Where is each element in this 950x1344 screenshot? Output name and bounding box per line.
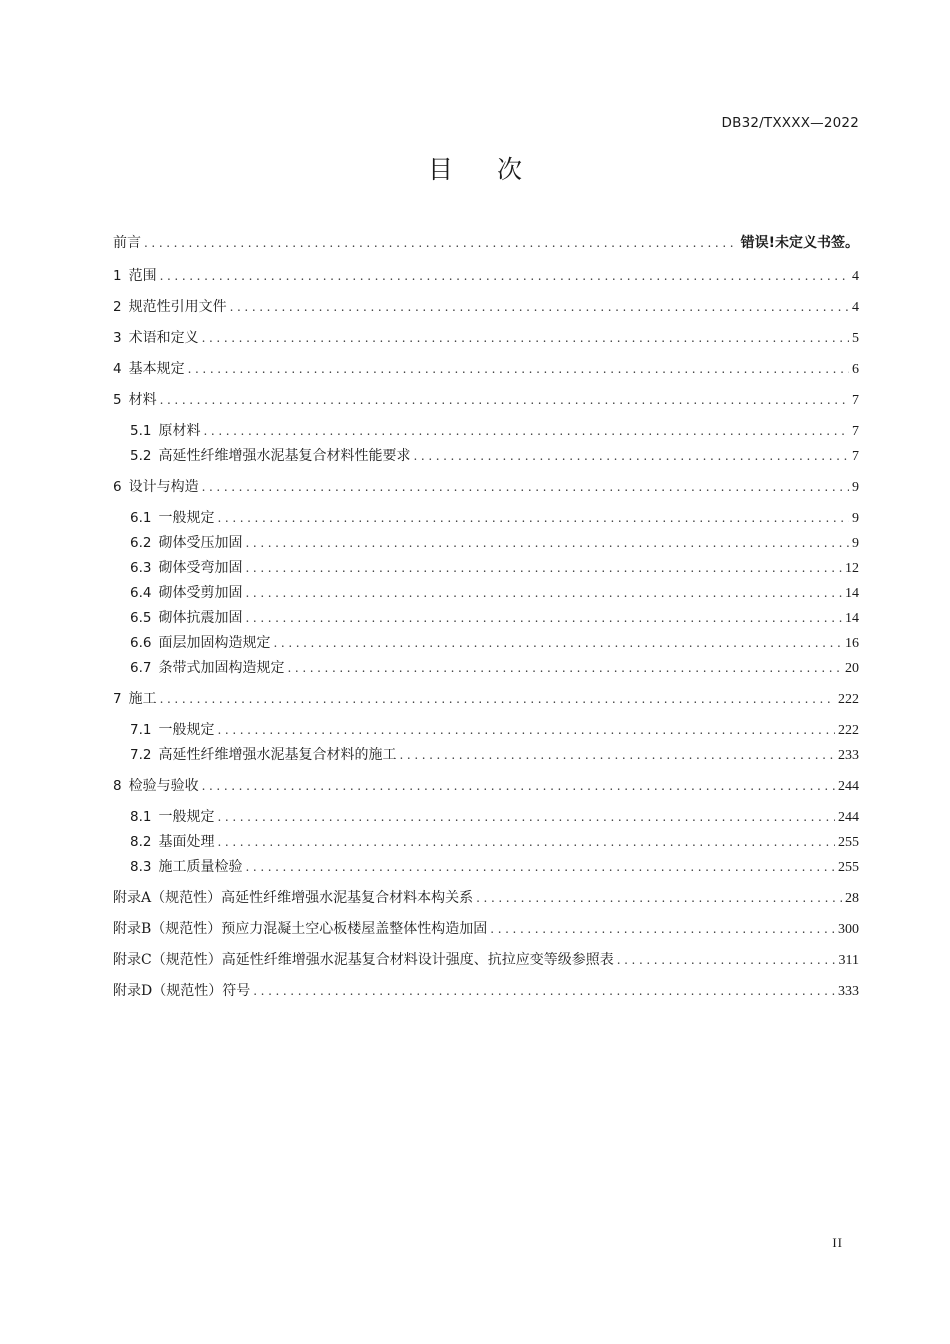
toc-entry-number: 7.1 [130,722,152,738]
toc-page-number: 255 [838,860,859,875]
toc-entry-appendix-a[interactable] [113,888,859,908]
toc-entry[interactable] [113,266,859,286]
toc-page-number: 4 [852,300,859,315]
toc-page-number: 300 [838,922,859,937]
toc-entry-number: 6.7 [130,660,152,676]
toc-leader [476,888,842,908]
toc-entry-title: 材料 [128,392,157,408]
toc-page-number: 9 [852,511,859,526]
toc-entry-title: 基本规定 [128,361,185,377]
toc-entry-title: 附录D（规范性）符号 [113,983,251,999]
toc-entry[interactable] [130,583,859,603]
toc-entry-title: 原材料 [158,423,201,439]
toc-entry-number: 5.2 [130,448,152,464]
toc-entry-title: 施工质量检验 [158,859,243,875]
toc-entry[interactable] [130,608,859,628]
toc-entry-title: 砌体受压加固 [158,535,243,551]
toc-entry-title: 高延性纤维增强水泥基复合材料的施工 [158,747,397,763]
toc-entry[interactable] [130,558,859,578]
toc-page-number: 9 [852,480,859,495]
toc-entry-title: 术语和定义 [128,330,199,346]
toc-entry[interactable] [130,857,859,877]
toc-entry[interactable] [113,328,859,348]
toc-page-number: 4 [852,269,859,284]
toc-leader [202,477,849,497]
toc-leader [144,233,738,253]
toc-leader [202,776,835,796]
toc-page-number: 222 [838,723,859,738]
toc-entry[interactable] [130,421,859,441]
toc-entry[interactable] [130,720,859,740]
page-number-footer: II [832,1235,843,1250]
toc-entry-appendix-b[interactable] [113,919,859,939]
toc-leader [245,533,849,553]
toc-entry-title: 高延性纤维增强水泥基复合材料性能要求 [158,448,411,464]
toc-leader [490,919,835,939]
toc-entry-number: 5 [113,392,122,408]
toc-entry-title: 范围 [128,268,157,284]
toc-entry[interactable] [130,745,859,765]
toc-entry-title: 前言 [113,235,141,251]
title-char-2: 次 [497,155,523,184]
toc-entry[interactable] [113,390,859,410]
toc-entry[interactable] [113,359,859,379]
toc-entry-title: 一般规定 [158,510,215,526]
toc-page-number: 7 [852,393,859,408]
toc-page-number: 244 [838,810,859,825]
toc-entry-number: 8.3 [130,859,152,875]
toc-entry-title: 施工 [128,691,157,707]
toc-entry-title: 条带式加固构造规定 [158,660,285,676]
toc-entry-title: 一般规定 [158,722,215,738]
toc-entry-title: 基面处理 [158,834,215,850]
toc-entry-title: 砌体受剪加固 [158,585,243,601]
toc-leader [217,807,835,827]
toc-entry-title: 规范性引用文件 [128,299,227,315]
toc-leader [245,608,842,628]
toc-leader [217,832,835,852]
toc-entry-number: 6.5 [130,610,152,626]
toc-entry-title: 附录B（规范性）预应力混凝土空心板楼屋盖整体性构造加固 [113,921,488,937]
toc-page-number: 255 [838,835,859,850]
toc-entry-foreword[interactable] [113,233,859,253]
toc-entry-title: 设计与构造 [128,479,199,495]
toc-page-number: 244 [838,779,859,794]
toc-entry[interactable] [130,533,859,553]
toc-entry[interactable] [130,508,859,528]
toc-entry-number: 8.2 [130,834,152,850]
toc-page-number: 333 [838,984,859,999]
toc-leader [202,328,849,348]
document-code: DB32/TXXXX—2022 [721,115,859,131]
toc-entry-number: 1 [113,268,122,284]
toc-entry[interactable] [130,832,859,852]
toc-entry[interactable] [130,633,859,653]
toc-leader [230,297,849,317]
toc-leader [245,558,842,578]
toc-entry-number: 6.4 [130,585,152,601]
toc-leader [160,689,835,709]
toc-entry-number: 2 [113,299,122,315]
toc-leader [160,390,849,410]
toc-leader [203,421,849,441]
toc-page-number: 14 [845,611,859,626]
toc-entry[interactable] [113,776,859,796]
toc-leader [245,857,835,877]
toc-page-number: 错误!未定义书签。 [740,235,859,251]
toc-entry-title: 面层加固构造规定 [158,635,271,651]
toc-entry-number: 6.3 [130,560,152,576]
toc-entry-number: 3 [113,330,122,346]
toc-entry-number: 6.2 [130,535,152,551]
toc-leader [188,359,849,379]
toc-leader [245,583,842,603]
toc-page-number: 9 [852,536,859,551]
toc-entry-number: 6.1 [130,510,152,526]
toc-page-number: 6 [852,362,859,377]
toc-page-number: 233 [838,748,859,763]
toc-leader [217,720,835,740]
toc-entry-number: 6 [113,479,122,495]
toc-entry-number: 7 [113,691,122,707]
toc-entry-title: 检验与验收 [128,778,199,794]
toc-entry-appendix-d[interactable] [113,981,859,1001]
toc-leader [399,745,835,765]
toc-entry-title: 一般规定 [158,809,215,825]
toc-leader [273,633,842,653]
toc-page-number: 28 [845,891,859,906]
toc-entry-title: 附录A（规范性）高延性纤维增强水泥基复合材料本构关系 [113,890,474,906]
toc-entry-number: 5.1 [130,423,152,439]
toc-entry-number: 7.2 [130,747,152,763]
toc-leader [160,266,849,286]
toc-entry[interactable] [113,477,859,497]
toc-page-number: 20 [845,661,859,676]
toc-leader [617,950,836,970]
toc-page-number: 311 [838,953,859,968]
toc-entry[interactable] [130,807,859,827]
toc-leader [217,508,849,528]
toc-entry[interactable] [130,446,859,466]
toc-leader [413,446,849,466]
toc-entry-number: 4 [113,361,122,377]
toc-page-number: 7 [852,424,859,439]
toc-entry-number: 8.1 [130,809,152,825]
toc-entry-appendix-c[interactable] [113,950,859,970]
toc-entry-number: 8 [113,778,122,794]
toc-page-number: 222 [838,692,859,707]
toc-page-number: 7 [852,449,859,464]
toc-leader [287,658,842,678]
toc-entry[interactable] [113,297,859,317]
toc-entry[interactable] [113,689,859,709]
toc-leader [253,981,835,1001]
toc-entry-title: 砌体受弯加固 [158,560,243,576]
toc-page-number: 14 [845,586,859,601]
toc-entry-number: 6.6 [130,635,152,651]
toc-page-number: 12 [845,561,859,576]
toc-entry-title: 附录C（规范性）高延性纤维增强水泥基复合材料设计强度、抗拉应变等级参照表 [113,952,614,968]
toc-page-number: 5 [852,331,859,346]
title-char-1: 目 [427,155,453,184]
toc-entry-title: 砌体抗震加固 [158,610,243,626]
toc-entry[interactable] [130,658,859,678]
toc-page-number: 16 [845,636,859,651]
